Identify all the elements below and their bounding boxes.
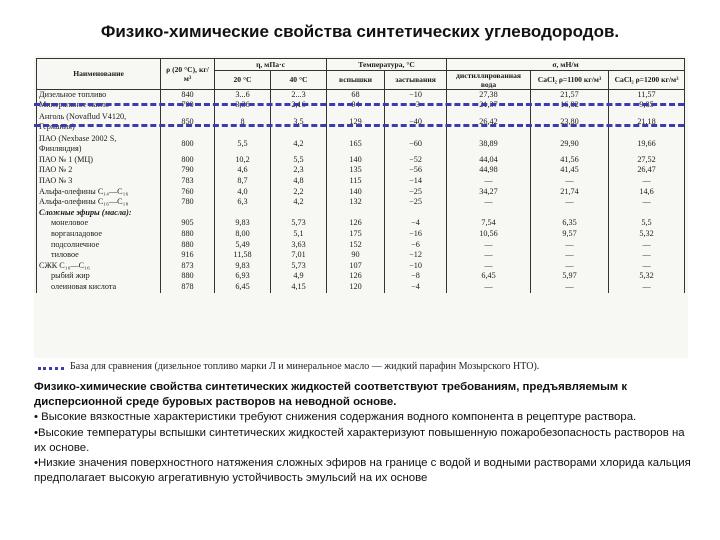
row-cell: 8 (215, 111, 271, 133)
row-name: Альфа-олефины C₁₄—C₁₆ (37, 187, 161, 198)
row-cell: — (531, 176, 609, 187)
row-cell: 5,5 (609, 218, 685, 229)
row-cell: 34,27 (447, 187, 531, 198)
row-cell: — (447, 261, 531, 272)
header-tension: σ, мН/м (447, 59, 685, 71)
row-cell: 3,36 (215, 100, 271, 111)
row-cell: 840 (161, 89, 215, 100)
row-cell: 7,54 (447, 218, 531, 229)
row-cell: 44,04 (447, 155, 531, 166)
row-cell: — (531, 197, 609, 208)
row-cell: 175 (327, 229, 385, 240)
row-cell: −8 (385, 271, 447, 282)
table-row (37, 165, 685, 176)
row-name: ПАО № 3 (37, 176, 161, 187)
row-cell: 26,42 (447, 111, 531, 133)
row-cell: 760 (161, 187, 215, 198)
row-cell (215, 208, 271, 219)
table-row (37, 155, 685, 166)
table-body (37, 89, 685, 292)
table-row (37, 111, 685, 133)
row-cell: 129 (327, 111, 385, 133)
row-cell: 4,9 (271, 271, 327, 282)
bullet-surface-tension: •Низкие значения поверхностного натяжения сложных эфиров на границе с водой и водными растворами хлорида кальция предполагает высокую агрегативную устойчивость эмульсий на их основе (34, 457, 691, 485)
row-cell: 8,7 (215, 176, 271, 187)
row-cell: 126 (327, 271, 385, 282)
row-cell: 5,97 (531, 271, 609, 282)
highlight-dash-bottom (34, 124, 684, 127)
row-cell: 11,57 (609, 89, 685, 100)
lead-paragraph: Физико-химические свойства синтетических жидкостей соответствуют требованиям, предъявляемым к дисперсионной среде буровых растворов на неводной основе. (34, 381, 628, 409)
row-cell: 800 (161, 133, 215, 155)
row-cell: 4,0 (215, 187, 271, 198)
row-cell: 126 (327, 218, 385, 229)
table-row (37, 261, 685, 272)
table-row (37, 218, 685, 229)
row-cell: 90 (327, 250, 385, 261)
footnote-text: База для сравнения (дизельное топливо марки Л и минеральное масло — жидкий парафин Мозырского НТО). (70, 361, 540, 372)
row-cell: 880 (161, 240, 215, 251)
row-cell: 41,45 (531, 165, 609, 176)
row-cell: 21,74 (531, 187, 609, 198)
row-cell: 916 (161, 250, 215, 261)
row-cell: 783 (161, 176, 215, 187)
header-name: Наименование (37, 59, 161, 90)
row-cell: 790 (161, 100, 215, 111)
row-cell: 23,80 (531, 111, 609, 133)
row-cell: −40 (385, 111, 447, 133)
row-cell: — (609, 240, 685, 251)
row-name: рыбий жир (37, 271, 161, 282)
header-flash: вспышки (327, 70, 385, 89)
row-cell: 10,56 (447, 229, 531, 240)
row-cell (271, 208, 327, 219)
row-cell: −12 (385, 250, 447, 261)
row-cell: −4 (385, 282, 447, 293)
row-cell: 2...3 (271, 89, 327, 100)
table-row (37, 187, 685, 198)
row-cell: −25 (385, 187, 447, 198)
row-cell: — (447, 250, 531, 261)
row-cell (161, 208, 215, 219)
row-cell: 905 (161, 218, 215, 229)
row-cell: — (609, 282, 685, 293)
row-cell: 2,16 (271, 100, 327, 111)
row-cell: 5,73 (271, 218, 327, 229)
row-cell: −10 (385, 89, 447, 100)
row-cell: — (609, 261, 685, 272)
row-cell: 19,66 (609, 133, 685, 155)
row-cell: — (531, 250, 609, 261)
row-cell: 5,5 (271, 155, 327, 166)
highlight-dash-top (34, 103, 684, 106)
bullet-viscosity: • Высокие вязкостные характеристики требуют снижения содержания водного компонента в рецептуре раствора. (34, 411, 637, 424)
row-cell: — (447, 282, 531, 293)
row-cell: 120 (327, 282, 385, 293)
row-cell: 780 (161, 197, 215, 208)
row-cell: 6,45 (215, 282, 271, 293)
header-temperature: Температура, °С (327, 59, 447, 71)
row-cell: −52 (385, 155, 447, 166)
row-cell: 9,83 (215, 218, 271, 229)
row-name: ПАО № 2 (37, 165, 161, 176)
row-cell: 8,00 (215, 229, 271, 240)
row-cell: 3...6 (215, 89, 271, 100)
row-cell: 873 (161, 261, 215, 272)
row-cell: — (609, 250, 685, 261)
row-cell: 27,38 (447, 89, 531, 100)
properties-table (36, 58, 685, 293)
table-row (37, 250, 685, 261)
row-cell: 21,18 (609, 111, 685, 133)
row-cell: 6,35 (531, 218, 609, 229)
header-visc-20: 20 °С (215, 70, 271, 89)
row-cell: 68 (327, 89, 385, 100)
row-cell: −60 (385, 133, 447, 155)
row-name: тиловое (37, 250, 161, 261)
row-cell: 5,32 (609, 229, 685, 240)
row-name: ПАО (Nexbase 2002 S, Финляндия) (37, 133, 161, 155)
header-density: ρ (20 °С), кг/м³ (161, 59, 215, 90)
row-cell: 16,82 (531, 100, 609, 111)
row-cell: 9,83 (215, 261, 271, 272)
row-cell: 5,5 (215, 133, 271, 155)
row-cell: 4,15 (271, 282, 327, 293)
row-cell: −10 (385, 261, 447, 272)
row-cell: 6,93 (215, 271, 271, 282)
row-name: монеловое (37, 218, 161, 229)
row-name: Минеральное масло (37, 100, 161, 111)
row-cell: 4,2 (271, 133, 327, 155)
row-cell: 41,56 (531, 155, 609, 166)
row-cell: — (447, 240, 531, 251)
row-cell: −56 (385, 165, 447, 176)
row-cell (327, 208, 385, 219)
row-cell: 107 (327, 261, 385, 272)
row-cell: 9,57 (531, 229, 609, 240)
row-cell: 4,2 (271, 197, 327, 208)
slide-title: Физико-химические свойства синтетических углеводородов. (100, 22, 620, 41)
row-cell: 790 (161, 165, 215, 176)
row-cell (385, 208, 447, 219)
row-cell: 94 (327, 100, 385, 111)
table-row (37, 197, 685, 208)
row-cell: 9,85 (609, 100, 685, 111)
row-cell: 4,6 (215, 165, 271, 176)
row-cell: 3,5 (271, 111, 327, 133)
row-cell: −3 (385, 100, 447, 111)
row-cell (609, 208, 685, 219)
row-cell: 21,37 (447, 100, 531, 111)
row-cell: 38,89 (447, 133, 531, 155)
row-cell: 21,57 (531, 89, 609, 100)
row-cell: 26,47 (609, 165, 685, 176)
row-cell: −25 (385, 197, 447, 208)
row-name: подсолнечное (37, 240, 161, 251)
table-row (37, 271, 685, 282)
row-cell: 135 (327, 165, 385, 176)
row-cell: 880 (161, 271, 215, 282)
table-row (37, 229, 685, 240)
row-cell: — (531, 261, 609, 272)
row-name: Анголь (Novaflud V4120, Германия) (37, 111, 161, 133)
row-cell: 878 (161, 282, 215, 293)
row-cell: 115 (327, 176, 385, 187)
row-cell: 2,3 (271, 165, 327, 176)
row-cell: 2,2 (271, 187, 327, 198)
row-cell: 800 (161, 155, 215, 166)
row-cell: 850 (161, 111, 215, 133)
row-cell: 7,01 (271, 250, 327, 261)
row-cell: 29,90 (531, 133, 609, 155)
row-cell: 5,49 (215, 240, 271, 251)
row-cell: 27,52 (609, 155, 685, 166)
row-name: Сложные эфиры (масла): (37, 208, 161, 219)
footnote-marker (38, 367, 64, 370)
body-text (34, 380, 694, 486)
row-cell: −4 (385, 218, 447, 229)
row-name: Альфа-олефины C₁₆—C₁₈ (37, 197, 161, 208)
row-cell: — (609, 176, 685, 187)
table-row (37, 133, 685, 155)
row-cell: — (447, 197, 531, 208)
table-row (37, 208, 685, 219)
row-cell: 3,63 (271, 240, 327, 251)
row-name: ПАО № 1 (МЦ) (37, 155, 161, 166)
row-name: олеиновая кислота (37, 282, 161, 293)
row-cell: 152 (327, 240, 385, 251)
row-cell: 165 (327, 133, 385, 155)
header-cacl2-a: СаСl₂ ρ=1100 кг/м³ (531, 70, 609, 89)
table-row (37, 240, 685, 251)
row-cell: 132 (327, 197, 385, 208)
row-cell: 880 (161, 229, 215, 240)
row-cell: 11,58 (215, 250, 271, 261)
header-viscosity: η, мПа·с (215, 59, 327, 71)
row-cell: 6,3 (215, 197, 271, 208)
row-cell: 10,2 (215, 155, 271, 166)
row-cell: 5,1 (271, 229, 327, 240)
row-cell: 14,6 (609, 187, 685, 198)
header-distilled: дистиллированная вода (447, 70, 531, 89)
row-cell: — (609, 197, 685, 208)
row-cell: 44,98 (447, 165, 531, 176)
row-cell: 140 (327, 187, 385, 198)
row-cell: 4,8 (271, 176, 327, 187)
row-cell: 5,73 (271, 261, 327, 272)
row-cell: 5,32 (609, 271, 685, 282)
row-cell (531, 208, 609, 219)
row-cell: −14 (385, 176, 447, 187)
row-cell: 6,45 (447, 271, 531, 282)
row-cell: −16 (385, 229, 447, 240)
row-name: СЖК C₁₀—C₁₆ (37, 261, 161, 272)
row-name: Дизельное топливо (37, 89, 161, 100)
table-row (37, 89, 685, 100)
header-visc-40: 40 °С (271, 70, 327, 89)
row-cell: — (531, 282, 609, 293)
table-row (37, 176, 685, 187)
row-cell: — (531, 240, 609, 251)
row-cell: −6 (385, 240, 447, 251)
header-pour: застывания (385, 70, 447, 89)
bullet-flash-point: •Высокие температуры вспышки синтетических жидкостей характеризуют повышенную пожаробезопасность растворов на их основе. (34, 426, 685, 454)
table-row (37, 282, 685, 293)
header-cacl2-b: СаСl₂ ρ=1200 кг/м³ (609, 70, 685, 89)
row-cell: — (447, 176, 531, 187)
row-cell: 140 (327, 155, 385, 166)
row-name: ворганладовое (37, 229, 161, 240)
row-cell (447, 208, 531, 219)
